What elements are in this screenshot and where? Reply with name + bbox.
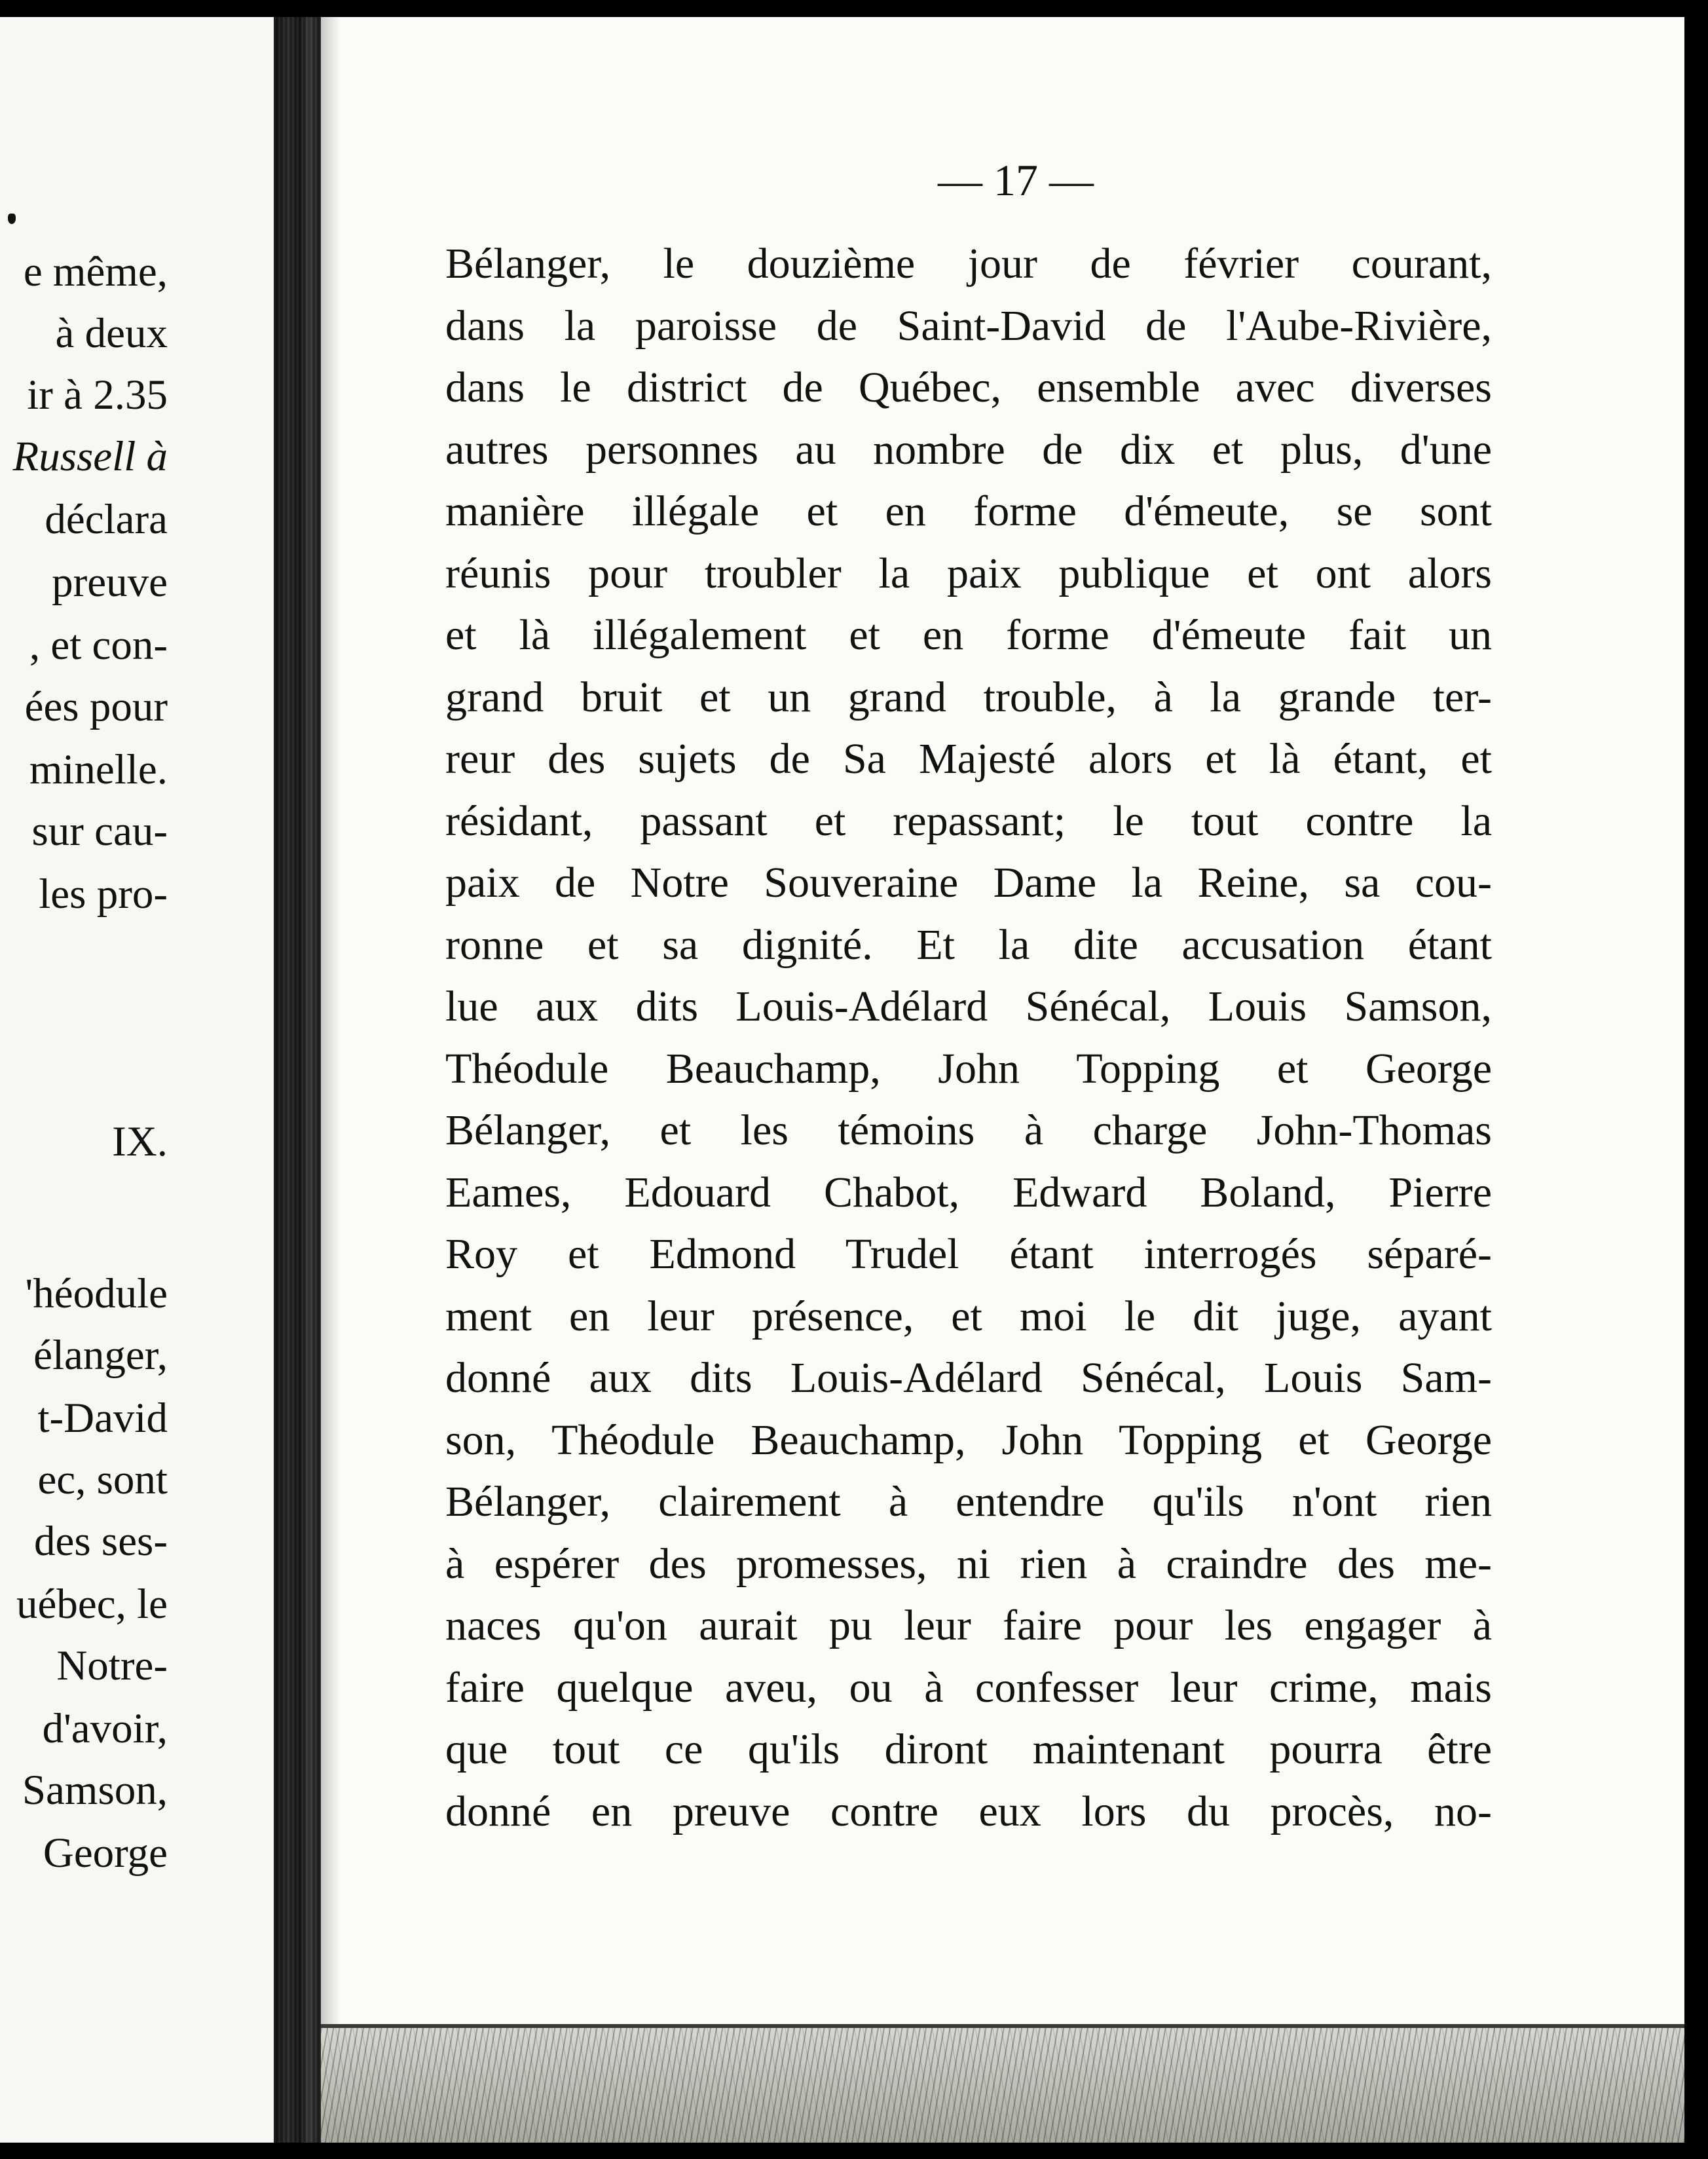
left-line: déclara	[45, 496, 168, 543]
left-facing-page	[0, 17, 274, 2143]
text-line: donné aux dits Louis-Adélard Sénécal, Louis Sam-	[445, 1354, 1492, 1402]
text-line: Bélanger, et les témoins à charge John-Thomas	[445, 1106, 1492, 1154]
left-line: ées pour	[24, 683, 168, 730]
text-line: dans la paroisse de Saint-David de l'Aube-Rivière,	[445, 301, 1492, 350]
text-line: et là illégalement et en forme d'émeute fait un	[445, 611, 1492, 659]
text-line: que tout ce qu'ils diront maintenant pourra être	[445, 1725, 1492, 1773]
left-line: ir à 2.35	[27, 371, 168, 419]
page-number-text: — 17 —	[938, 155, 1094, 205]
left-line: minelle.	[29, 746, 168, 793]
book-gutter	[274, 17, 321, 2143]
left-line: IX.	[112, 1118, 168, 1165]
left-line: Samson,	[22, 1767, 168, 1814]
gutter-texture	[274, 17, 321, 2143]
left-line: Notre-	[56, 1642, 168, 1689]
right-page	[321, 17, 1684, 2143]
text-line: grand bruit et un grand trouble, à la grande ter-	[445, 673, 1492, 721]
text-line: Bélanger, le douzième jour de février courant,	[445, 240, 1492, 288]
text-line: Roy et Edmond Trudel étant interrogés séparé-	[445, 1230, 1492, 1278]
scan-border-bottom	[0, 2143, 1708, 2159]
left-line: , et con-	[29, 622, 168, 669]
left-line: élanger,	[33, 1332, 168, 1379]
left-line: preuve	[52, 559, 168, 606]
text-line: manière illégale et en forme d'émeute, se sont	[445, 487, 1492, 535]
scan-border-right	[1684, 17, 1708, 2143]
scan-border-top	[0, 0, 1708, 17]
ink-mark	[8, 214, 16, 224]
left-line: à deux	[55, 310, 168, 357]
text-line: à espérer des promesses, ni rien à craindre des me-	[445, 1539, 1492, 1588]
text-line: dans le district de Québec, ensemble avec diverses	[445, 364, 1492, 411]
page-number	[321, 155, 1684, 206]
text-line: Bélanger, clairement à entendre qu'ils n'ont rien	[445, 1478, 1492, 1526]
text-line: son, Théodule Beauchamp, John Topping et George	[445, 1416, 1492, 1464]
left-line: e même,	[23, 248, 168, 295]
left-line: George	[43, 1830, 168, 1877]
left-line: t-David	[37, 1395, 168, 1442]
text-line: donné en preuve contre eux lors du procès, no-	[445, 1787, 1492, 1835]
text-line: Théodule Beauchamp, John Topping et George	[445, 1044, 1492, 1093]
text-line: lue aux dits Louis-Adélard Sénécal, Louis Samson,	[445, 983, 1492, 1030]
text-line: résidant, passant et repassant; le tout contre la	[445, 797, 1492, 845]
text-line: paix de Notre Souveraine Dame la Reine, sa cou-	[445, 859, 1492, 907]
left-line: 'héodule	[25, 1270, 168, 1317]
left-line: sur cau-	[31, 808, 168, 855]
left-line: les pro-	[39, 871, 168, 918]
page-inner-shadow	[321, 17, 341, 2143]
text-line: réunis pour troubler la paix publique et ont alors	[445, 549, 1492, 597]
text-line: naces qu'on aurait pu leur faire pour les engager à	[445, 1602, 1492, 1649]
left-line: ec, sont	[37, 1456, 168, 1503]
left-line: uébec, le	[16, 1581, 168, 1628]
text-line: ment en leur présence, et moi le dit juge, ayant	[445, 1292, 1492, 1340]
left-line: d'avoir,	[42, 1705, 168, 1752]
text-line: autres personnes au nombre de dix et plus, d'une	[445, 425, 1492, 474]
left-line: des ses-	[34, 1518, 168, 1565]
text-line: reur des sujets de Sa Majesté alors et là étant, et	[445, 735, 1492, 783]
text-line: ronne et sa dignité. Et la dite accusation étant	[445, 920, 1492, 969]
left-line: Russell à	[12, 433, 168, 480]
text-line: faire quelque aveu, ou à confesser leur crime, mais	[445, 1663, 1492, 1712]
text-line: Eames, Edouard Chabot, Edward Boland, Pierre	[445, 1168, 1492, 1216]
worn-bottom-edge	[321, 2024, 1684, 2143]
body-text	[445, 233, 1492, 1843]
